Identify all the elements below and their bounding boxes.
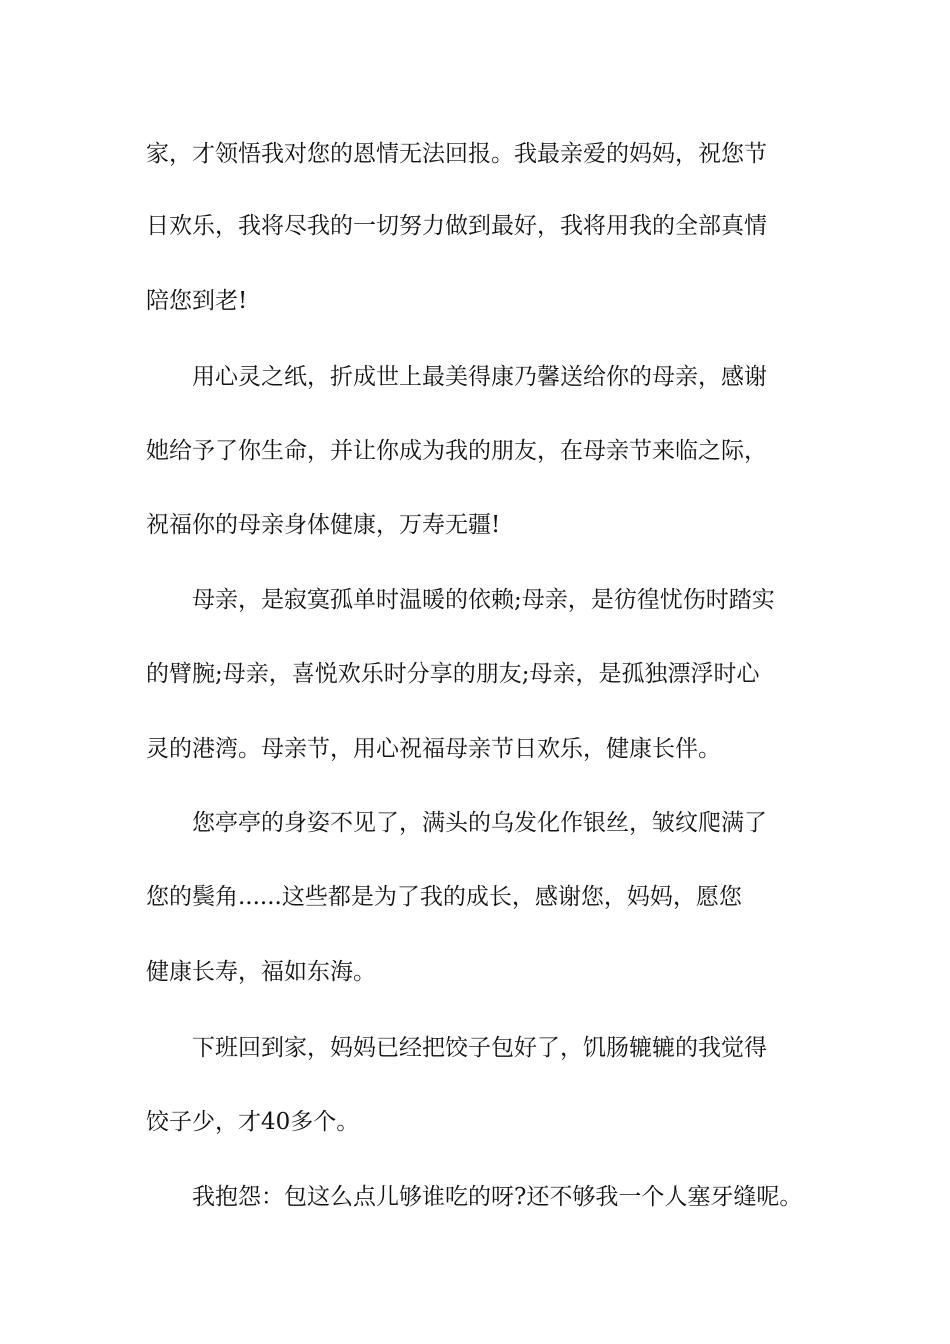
text-line: 的臂腕;母亲，喜悦欢乐时分享的朋友;母亲，是孤独漂浮时心 (146, 661, 760, 687)
text-line: 灵的港湾。母亲节，用心祝福母亲节日欢乐，健康长伴。 (146, 736, 721, 762)
text-line: 祝福你的母亲身体健康，万寿无疆! (146, 512, 501, 538)
text-line: 日欢乐，我将尽我的一切努力做到最好，我将用我的全部真情 (146, 213, 767, 239)
text-line: 健康长寿，福如东海。 (146, 959, 376, 985)
paragraph-first-line: 我抱怨：包这么点儿够谁吃的呀?还不够我一个人塞牙缝呢。 (192, 1184, 803, 1210)
paragraph-first-line: 您亭亭的身姿不见了，满头的乌发化作银丝，皱纹爬满了 (192, 810, 767, 836)
paragraph-first-line: 用心灵之纸，折成世上最美得康乃馨送给你的母亲，感谢 (192, 364, 767, 390)
text-line: 家，才领悟我对您的恩情无法回报。我最亲爱的妈妈，祝您节 (146, 141, 767, 167)
paragraph-first-line: 下班回到家，妈妈已经把饺子包好了，饥肠辘辘的我觉得 (192, 1035, 767, 1061)
paragraph-first-line: 母亲，是寂寞孤单时温暖的依赖;母亲，是彷徨忧伤时踏实 (192, 587, 775, 613)
text-line: 陪您到老! (146, 288, 248, 314)
text-line: 您的鬓角......这些都是为了我的成长，感谢您，妈妈，愿您 (146, 884, 742, 910)
text-line: 饺子少，才40多个。 (146, 1109, 360, 1135)
text-line: 她给予了你生命，并让你成为我的朋友，在母亲节来临之际， (146, 438, 767, 464)
